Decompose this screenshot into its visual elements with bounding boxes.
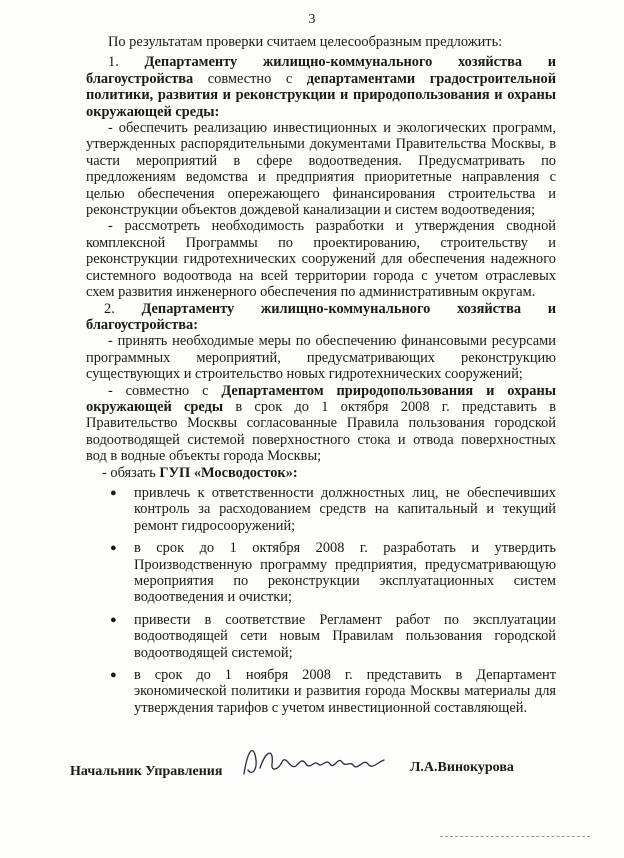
oblige-line bbox=[102, 465, 556, 481]
section-2-item-2 bbox=[86, 383, 556, 465]
section-2-item-2-pre: - совместно с bbox=[108, 382, 222, 399]
footer-rule bbox=[440, 836, 590, 838]
signature-block bbox=[70, 752, 590, 792]
section-2-item-1: - принять необходимые меры по обеспечению финансовыми ресурсами программных мероприятий, предусматривающих реконструкцию существующих и строительство новых гидротехнических сооружений; bbox=[86, 333, 556, 383]
obligation-item-3: ● привести в соответствие Регламент работ по эксплуатации водоотводящей сети новым Правилам пользования городской водоотводящей системой; bbox=[110, 612, 556, 661]
section-2-item-2-post: в срок до 1 октября 2008 г. представить в Правительство Москвы согласованные Правила пользования городской водоотводящей системой поверхностного стока и отвода поверхностных вод в водные объекты города Москвы; bbox=[86, 398, 556, 465]
obligation-list bbox=[86, 485, 556, 716]
signer-title: Начальник Управления bbox=[70, 764, 223, 779]
section-1-coaddressee: департаментами градостроительной политики, развития и реконструкции и природопользования и охраны окружающей среды: bbox=[86, 70, 556, 120]
section-2-number: 2. bbox=[104, 300, 115, 317]
obligation-item-1: ● привлечь к ответственности должностных лиц, не обеспечивших контроль за расходованием средств на капитальный и текущий ремонт гидросооружений; bbox=[110, 485, 556, 534]
obligation-item-4: ● в срок до 1 ноября 2008 г. представить в Департамент экономической политики и развития города Москвы материалы для утверждения тарифов с учетом инвестиционной составляющей. bbox=[110, 667, 556, 716]
oblige-pre: - обязать bbox=[102, 464, 160, 481]
section-1-item-1: - обеспечить реализацию инвестиционных и экологических программ, утвержденных распорядительными документами Правительства Москвы, в части мероприятий в сфере водоотведения. Предусматривать по предложениям ведомства и предприятия приоритетные направления с целью обеспечения опережающего финансирования строительства и реконструкции объектов дождевой канализации и систем водоотведения; bbox=[86, 120, 556, 219]
intro-paragraph: По результатам проверки считаем целесообразным предложить: bbox=[108, 34, 503, 50]
section-2-heading bbox=[86, 301, 556, 334]
handwritten-signature bbox=[238, 740, 398, 784]
signer-name: Л.А.Винокурова bbox=[410, 760, 514, 775]
section-1-conjunction: совместно с bbox=[193, 70, 307, 87]
section-1-addressee: Департаменту жилищно-коммунального хозяйства и благоустройства bbox=[86, 54, 556, 87]
section-1-heading bbox=[86, 54, 556, 120]
document-body bbox=[86, 34, 556, 722]
page-number: 3 bbox=[308, 12, 316, 27]
obligation-item-2: ● в срок до 1 октября 2008 г. разработать и утвердить Производственную программу предприятия, предусматривающую мероприятия по реконструкции эксплуатационных систем водоотведения и очистки; bbox=[110, 540, 556, 606]
section-1-number: 1. bbox=[108, 54, 119, 71]
oblige-org: ГУП «Мосводосток»: bbox=[159, 464, 298, 481]
section-1-item-2: - рассмотреть необходимость разработки и утверждения сводной комплексной Программы по проектированию, строительству и реконструкции гидротехнических сооружений для обеспечения надежного системного водоотвода на всей территории города с учетом отраслевых схем развития инженерного обеспечения по административным округам. bbox=[86, 218, 556, 301]
section-2-addressee: Департаменту жилищно-коммунального хозяйства и благоустройства: bbox=[86, 300, 556, 333]
section-2-item-2-dept: Департаментом природопользования и охраны окружающей среды bbox=[86, 382, 557, 415]
